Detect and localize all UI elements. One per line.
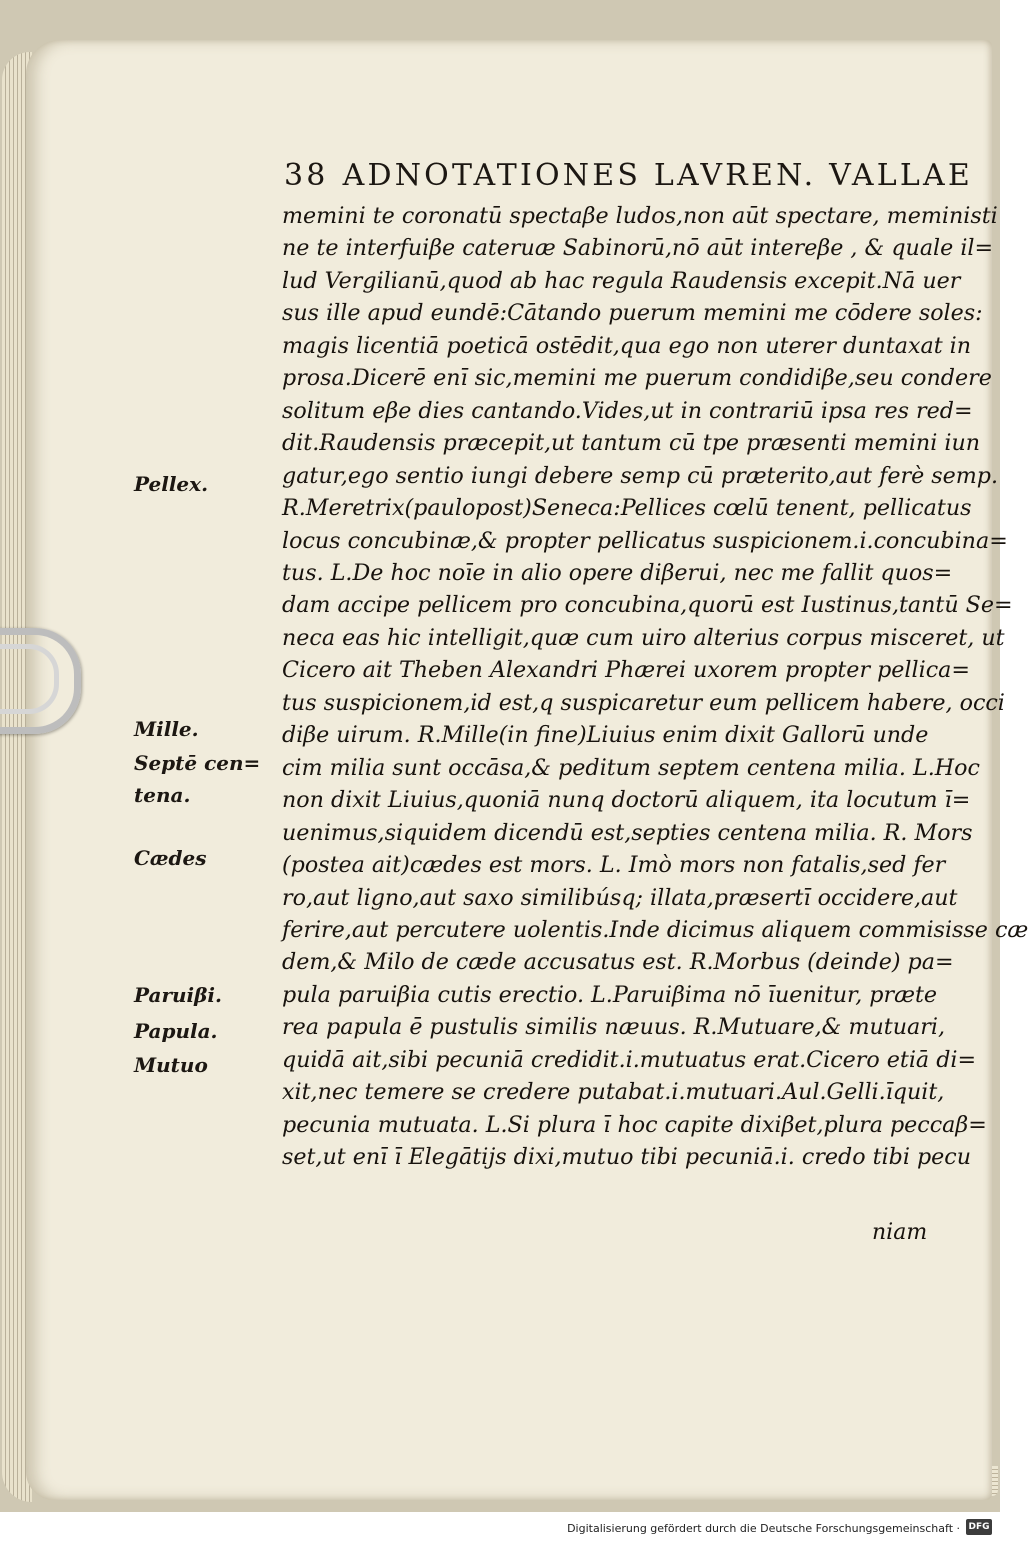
text-line: locus concubinæ,& propter pellicatus suspicionem.i.concubina=: [282, 527, 1008, 554]
digitization-footer: [0, 1512, 1000, 1546]
text-line: uenimus,siquidem dicendū est,septies centena milia. R. Mors: [282, 819, 973, 846]
text-line: dam accipe pellicem pro concubina,quorū est Iustinus,tantū Se=: [282, 592, 1013, 619]
text-line: cim milia sunt occāsa,& peditum septem centena milia. L.Hoc: [282, 754, 980, 781]
binder-clip-inner: [0, 644, 59, 714]
text-line: non dixit Liuius,quoniā nunq doctorū aliquem, ita locutum ī=: [282, 787, 971, 814]
text-line: dem,& Milo de cæde accusatus est. R.Morbus (deinde) pa=: [282, 949, 954, 976]
margin-note-mutuo: Mutuo: [134, 1053, 208, 1077]
text-line: Cicero ait Theben Alexandri Phærei uxorem propter pellica=: [282, 657, 970, 684]
text-line: prosa.Dicerē enī sic,memini me puerum condidiβe,seu condere: [282, 365, 992, 392]
margin-note-paruissima: Paruiβi.: [134, 983, 222, 1007]
text-line: neca eas hic intelligit,quæ cum uiro alterius corpus misceret, ut: [282, 624, 1005, 651]
running-head-title: ADNOTATIONES LAVREN. VALLAE: [342, 158, 973, 193]
text-line: dit.Raudensis præcepit,ut tantum cū tpe præsenti memini iun: [282, 430, 981, 457]
catchword: niam: [872, 1220, 928, 1245]
text-line: pecunia mutuata. L.Si plura ī hoc capite dixiβet,plura peccaβ=: [282, 1111, 987, 1138]
margin-note-caedes: Cædes: [134, 846, 207, 870]
text-line: ro,aut ligno,aut saxo similibúsq; illata,præsertī occidere,aut: [282, 884, 958, 911]
margin-note-papula: Papula.: [134, 1019, 218, 1043]
text-line: rea papula ē pustulis similis næuus. R.Mutuare,& mutuari,: [282, 1014, 945, 1041]
text-line: gatur,ego sentio iungi debere semp cū præterito,aut ferè semp.: [282, 462, 999, 489]
text-line: set,ut enī ī Elegātijs dixi,mutuo tibi pecuniā.i. credo tibi pecu: [282, 1144, 972, 1171]
text-line: (postea ait)cædes est mors. L. Imò mors non fatalis,sed fer: [282, 852, 946, 879]
text-line: diβe uirum. R.Mille(in fine)Liuius enim dixit Gallorū unde: [282, 722, 929, 749]
main-text-block: [282, 200, 1028, 1174]
text-line: memini te coronatū spectaβe ludos,non aūt spectare, meministi: [282, 203, 998, 229]
text-line: R.Meretrix(paulopost)Seneca:Pellices cœlū tenent, pellicatus: [282, 495, 972, 522]
text-line: xit,nec temere se credere putabat.i.mutuari.Aul.Gelli.īquit,: [282, 1079, 945, 1106]
margin-note-septe: Septē cen=: [134, 751, 261, 775]
text-line: magis licentiā poeticā ostēdit,qua ego non uterer duntaxat in: [282, 332, 972, 359]
text-line: quidā ait,sibi pecuniā credidit.i.mutuatus erat.Cicero etiā di=: [282, 1046, 977, 1073]
page-number: 38: [284, 158, 329, 193]
text-line: tus suspicionem,id est,q suspicaretur eum pellicem habere, occi: [282, 689, 1005, 716]
text-line: ne te interfuiβe cateruæ Sabinorū,nō aūt intereβe , & quale il=: [282, 235, 994, 262]
margin-note-mille: Mille.: [134, 717, 199, 741]
text-line: ferire,aut percutere uolentis.Inde dicimus aliquem commisisse cæ: [282, 916, 1028, 943]
margin-note-tena: tena.: [134, 783, 191, 807]
text-line: lud Vergilianū,quod ab hac regula Raudensis excepit.Nā uer: [282, 267, 961, 294]
text-line: tus. L.De hoc noīe in alio opere diβerui, nec me fallit quos=: [282, 559, 953, 586]
dfg-logo: DFG: [966, 1519, 992, 1535]
text-line: solitum eβe dies cantando.Vides,ut in contrariū ipsa res red=: [282, 397, 973, 424]
funding-credit: Digitalisierung gefördert durch die Deutsche Forschungsgemeinschaft ·: [567, 1522, 960, 1535]
text-line: pula paruiβia cutis erectio. L.Paruiβima nō īuenitur, præte: [282, 981, 938, 1008]
running-head: [284, 158, 973, 193]
margin-note-pellex: Pellex.: [134, 472, 209, 496]
text-line: sus ille apud eundē:Cātando puerum memini me cōdere soles:: [282, 300, 983, 327]
